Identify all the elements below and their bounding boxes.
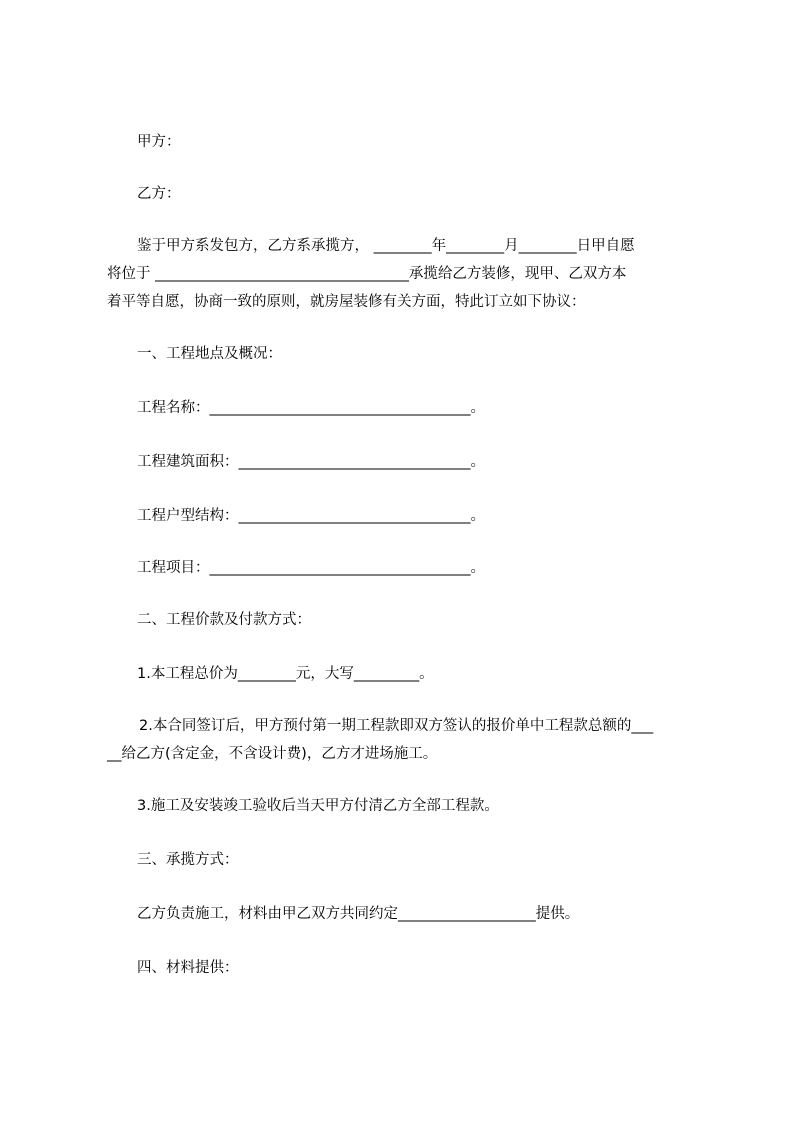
contract-method-text: 乙方负责施工，材料由甲乙双方共同约定___________________提供。 [137,906,580,922]
payment-item-3: 3.施工及安装竣工验收后当天甲方付清乙方全部工程款。 [137,798,499,814]
party-b-label: 乙方： [137,186,181,202]
payment-item-2-line-1: 2.本合同签订后，甲方预付第一期工程款即双方签认的报价单中工程款总额的___ [139,718,654,734]
intro-line-2: 将位于 ___________________________________承揽给乙方装修，现甲、乙双方本 [107,266,627,282]
party-a-label: 甲方： [137,134,181,150]
section-4-heading: 四、材料提供： [137,960,239,976]
project-area-line: 工程建筑面积：________________________________。 [137,454,485,470]
project-items-line: 工程项目：____________________________________。 [137,560,485,576]
intro-line-3: 着平等自愿，协商一致的原则，就房屋装修有关方面，特此订立如下协议： [107,294,586,310]
payment-item-2-line-2: __给乙方(含定金，不含设计费)，乙方才进场施工。 [107,746,438,762]
section-3-heading: 三、承揽方式： [137,852,239,868]
section-1-heading: 一、工程地点及概况： [137,346,282,362]
project-name-line: 工程名称：____________________________________。 [137,400,485,416]
project-structure-line: 工程户型结构：________________________________。 [137,508,485,524]
section-2-heading: 二、工程价款及付款方式： [137,612,311,628]
intro-line-1: 鉴于甲方系发包方，乙方系承揽方， ________年________月________日甲自愿 [137,238,635,254]
payment-item-1: 1.本工程总价为________元，大写_________。 [137,666,434,682]
